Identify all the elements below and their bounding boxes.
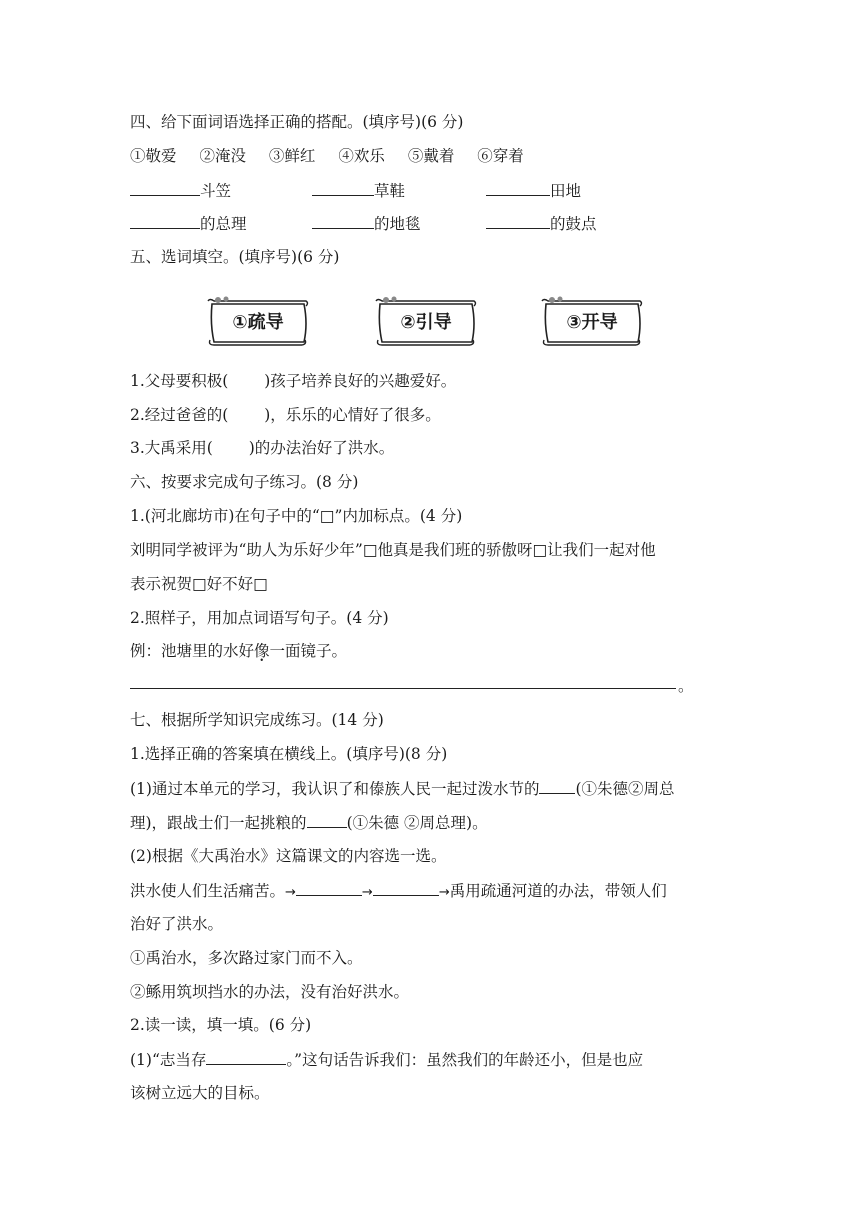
answer-end-mark: 。 <box>678 677 694 695</box>
match-word: 的总理 <box>200 215 247 233</box>
match-word: 田地 <box>550 182 582 200</box>
sec6-heading: 六、按要求完成句子练习。(8 分) <box>130 473 359 491</box>
flow-text: 洪水使人们生活痛苦。 <box>130 882 286 900</box>
sec7-q1b: (2)根据《大禹治水》这篇课文的内容选一选。 <box>130 847 447 865</box>
question-text: (①朱德 ②周总理)。 <box>346 814 488 832</box>
dotted-word: 像 <box>254 642 270 660</box>
arrow-right-icon: → <box>438 885 450 900</box>
question-text: 理)，跟战士们一起挑粮的 <box>130 814 307 832</box>
sec7-q2a-line-1 <box>130 1049 643 1070</box>
sec7-question-2: 2.读一读，填一填。(6 分) <box>130 1016 312 1034</box>
sec7-q1a-line-2 <box>130 812 488 833</box>
sec7-q1a-line-1 <box>130 778 675 799</box>
option-6: ⑥穿着 <box>477 147 524 165</box>
answer-blank[interactable] <box>373 880 439 896</box>
sec6-sentence-line-2: 表示祝贺□好不好□ <box>130 575 268 593</box>
answer-blank[interactable] <box>307 812 347 828</box>
option-3: ③鲜红 <box>268 147 316 165</box>
sec7-question-1: 1.选择正确的答案填在横线上。(填序号)(8 分) <box>130 745 448 763</box>
arrow-right-icon: → <box>285 885 296 900</box>
sec6-sentence-line-1: 刘明同学被评为“助人为乐好少年”□他真是我们班的骄傲呀□让我们一起对他 <box>130 541 656 559</box>
sec4-heading: 四、给下面词语选择正确的搭配。(填序号)(6 分) <box>130 113 464 131</box>
option-5: ⑤戴着 <box>407 147 455 165</box>
question-text: (1)通过本单元的学习，我认识了和傣族人民一起过泼水节的 <box>130 780 540 798</box>
answer-blank[interactable] <box>296 880 362 896</box>
answer-blank[interactable] <box>130 180 200 196</box>
sec7-heading: 七、根据所学知识完成练习。(14 分) <box>130 711 384 729</box>
answer-blank[interactable] <box>539 778 575 794</box>
sec7-flow-continue: 治好了洪水。 <box>130 915 224 933</box>
word-card-3 <box>540 296 644 344</box>
match-word: 的地毯 <box>374 215 421 233</box>
answer-blank[interactable] <box>312 213 374 229</box>
word-label: ③开导 <box>566 312 618 333</box>
answer-blank[interactable] <box>130 213 200 229</box>
flow-text: 禹用疏通河道的办法，带领人们 <box>449 882 667 900</box>
answer-blank[interactable] <box>312 180 374 196</box>
word-label: ②引导 <box>400 312 452 333</box>
match-word: 的鼓点 <box>550 215 597 233</box>
answer-line[interactable] <box>130 688 676 689</box>
option-4: ④欢乐 <box>338 147 385 165</box>
sec5-heading: 五、选词填空。(填序号)(6 分) <box>130 248 340 266</box>
word-card-2 <box>374 296 478 344</box>
sec6-question-1: 1.(河北廊坊市)在句子中的“□”内加标点。(4 分) <box>130 507 463 525</box>
sec6-question-2: 2.照样子，用加点词语写句子。(4 分) <box>130 609 389 627</box>
question-text: (①朱德②周总 <box>575 780 675 798</box>
sec5-question-3: 3.大禹采用( )的办法治好了洪水。 <box>130 439 395 457</box>
sec7-choice-2: ②鲧用筑坝挡水的办法，没有治好洪水。 <box>130 983 410 1001</box>
sec7-q2a-line-2: 该树立远大的目标。 <box>130 1084 270 1102</box>
sec4-options <box>130 146 542 166</box>
answer-blank[interactable] <box>486 180 550 196</box>
example-text: 一面镜子。 <box>269 642 348 660</box>
option-2: ②淹没 <box>199 147 246 165</box>
word-card-1 <box>206 296 310 344</box>
match-word: 草鞋 <box>374 182 406 200</box>
answer-blank[interactable] <box>486 213 550 229</box>
answer-blank[interactable] <box>206 1049 286 1065</box>
option-1: ①敬爱 <box>130 147 177 165</box>
sec5-question-2: 2.经过爸爸的( )，乐乐的心情好了很多。 <box>130 406 441 424</box>
word-label: ①疏导 <box>232 312 284 333</box>
sec5-question-1: 1.父母要积极( )孩子培养良好的兴趣爱好。 <box>130 372 457 390</box>
sec7-flow-line <box>130 880 667 903</box>
example-text: 例：池塘里的水好 <box>130 642 255 660</box>
question-text: (1)“志当存 <box>130 1051 207 1069</box>
question-text: 。”这句话告诉我们：虽然我们的年龄还小，但是也应 <box>286 1051 644 1069</box>
sec7-choice-1: ①禹治水，多次路过家门而不入。 <box>130 949 363 967</box>
sec6-example <box>130 641 347 661</box>
match-word: 斗笠 <box>200 182 232 200</box>
arrow-right-icon: → <box>361 885 373 900</box>
